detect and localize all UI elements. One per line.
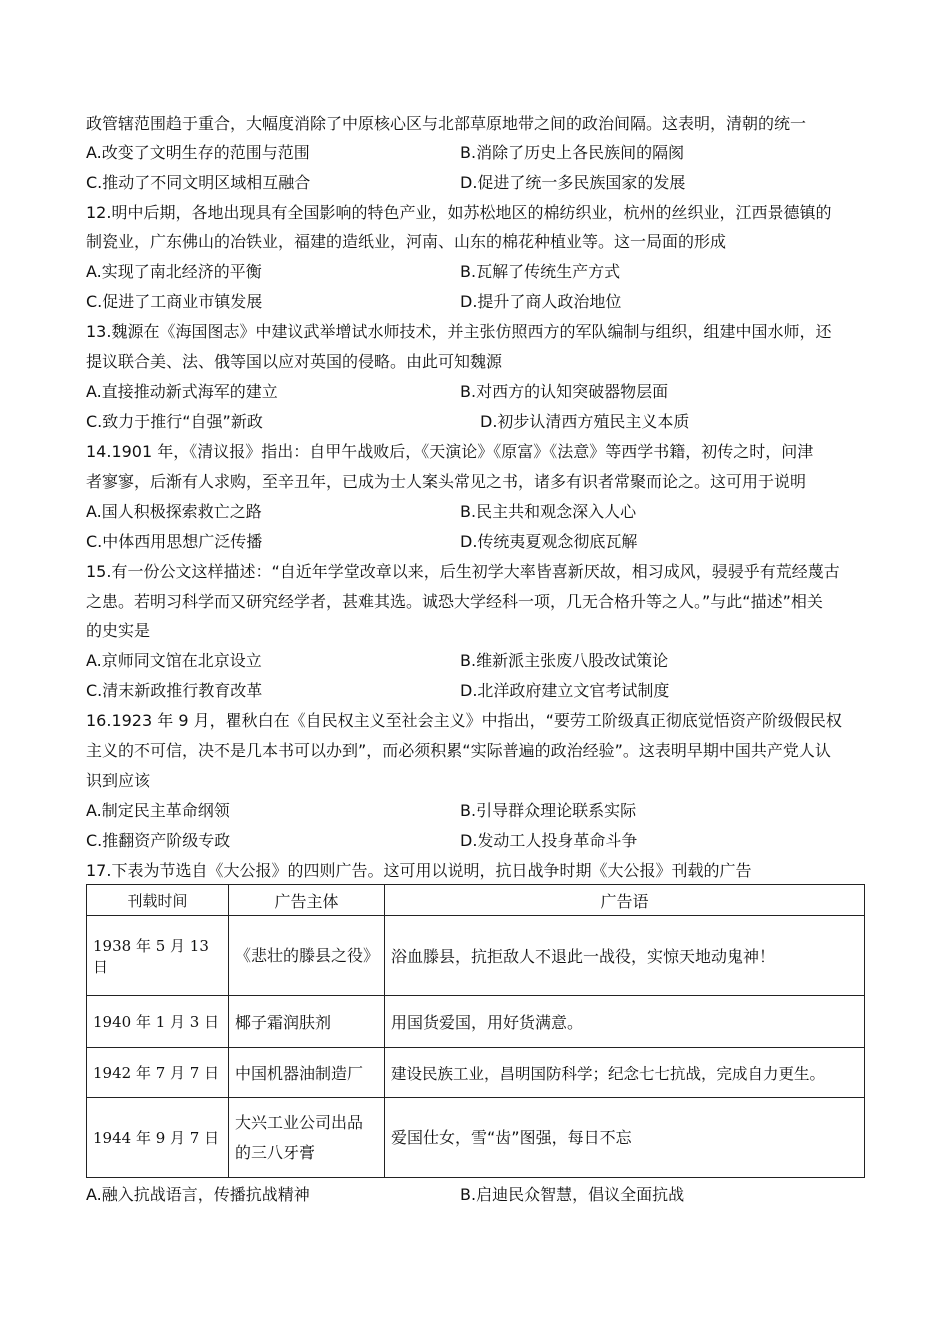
q14-option-c[interactable]: C.中体西用思想广泛传播	[86, 532, 263, 551]
q13-option-a[interactable]: A.直接推动新式海军的建立	[86, 382, 278, 401]
table-row	[87, 996, 865, 1048]
row-date: 1940 年 1 月 3 日	[87, 996, 229, 1048]
q11-option-d[interactable]: D.促进了统一多民族国家的发展	[460, 173, 686, 192]
q13-option-d[interactable]: D.初步认清西方殖民主义本质	[480, 412, 690, 431]
header-slogan: 广告语	[385, 885, 865, 916]
q15-stem-line3: 的史实是	[86, 621, 151, 640]
q13-option-c[interactable]: C.致力于推行“自强”新政	[86, 412, 263, 431]
q13-stem-line2: 提议联合美、法、俄等国以应对英国的侵略。由此可知魏源	[86, 352, 503, 371]
row-date: 1938 年 5 月 13 日	[87, 916, 229, 996]
q15-option-a[interactable]: A.京师同文馆在北京设立	[86, 651, 262, 670]
table-row	[87, 916, 865, 996]
q11-option-a[interactable]: A.改变了文明生存的范围与范围	[86, 143, 310, 162]
q16-stem-line1: 16.1923 年 9 月，瞿秋白在《自民权主义至社会主义》中指出，“要劳工阶级真正彻底觉悟资产阶级假民权	[86, 711, 842, 730]
header-subject: 广告主体	[229, 885, 385, 916]
q16-option-a[interactable]: A.制定民主革命纲领	[86, 801, 230, 820]
q14-option-a[interactable]: A.国人积极探索救亡之路	[86, 502, 262, 521]
row-slogan-text: 爱国仕女，雪“齿”图强，每日不忘	[391, 1127, 632, 1147]
q13-stem-line1: 13.魏源在《海国图志》中建议武举增试水师技术，并主张仿照西方的军队编制与组织，组建中国水师，还	[86, 322, 832, 341]
q13-option-b[interactable]: B.对西方的认知突破器物层面	[460, 382, 669, 401]
q12-option-d[interactable]: D.提升了商人政治地位	[460, 292, 622, 311]
q15-option-d[interactable]: D.北洋政府建立文官考试制度	[460, 681, 670, 700]
row-date: 1944 年 9 月 7 日	[87, 1098, 229, 1178]
row-slogan: 建设民族工业，昌明国防科学；纪念七七抗战，完成自力更生。	[385, 1048, 865, 1098]
q12-stem-line2: 制瓷业，广东佛山的冶铁业，福建的造纸业，河南、山东的棉花种植业等。这一局面的形成	[86, 232, 727, 251]
q12-stem-line1: 12.明中后期，各地出现具有全国影响的特色产业，如苏松地区的棉纺织业，杭州的丝织业，江西景德镇的	[86, 203, 832, 222]
q16-option-b[interactable]: B.引导群众理论联系实际	[460, 801, 637, 820]
row-subject: 椰子霜润肤剂	[229, 996, 385, 1048]
table-header-row	[87, 885, 865, 916]
q11-option-c[interactable]: C.推动了不同文明区域相互融合	[86, 173, 311, 192]
q16-option-d[interactable]: D.发动工人投身革命斗争	[460, 831, 638, 850]
q11-stem: 政管辖范围趋于重合，大幅度消除了中原核心区与北部草原地带之间的政治间隔。这表明，清朝的统一	[86, 114, 807, 133]
q15-option-c[interactable]: C.清末新政推行教育改革	[86, 681, 263, 700]
q14-stem-line2: 者寥寥，后渐有人求购，至辛丑年，已成为士人案头常见之书，诸多有识者常聚而论之。这可用于说明	[86, 472, 807, 491]
q17-option-a[interactable]: A.融入抗战语言，传播抗战精神	[86, 1185, 310, 1204]
row-date: 1942 年 7 月 7 日	[87, 1048, 229, 1098]
q16-stem-line3: 识到应该	[86, 771, 151, 790]
row-subject: 中国机器油制造厂	[229, 1048, 385, 1098]
q12-option-c[interactable]: C.促进了工商业市镇发展	[86, 292, 263, 311]
q17-option-b[interactable]: B.启迪民众智慧，倡议全面抗战	[460, 1185, 685, 1204]
q17-stem: 17.下表为节选自《大公报》的四则广告。这可用以说明，抗日战争时期《大公报》刊载的广告	[86, 861, 752, 880]
row-subject: 《悲壮的滕县之役》	[229, 916, 385, 996]
q16-option-c[interactable]: C.推翻资产阶级专政	[86, 831, 231, 850]
q11-option-b[interactable]: B.消除了历史上各民族间的隔阂	[460, 143, 685, 162]
q15-stem-line1: 15.有一份公文这样描述：“自近年学堂改章以来，后生初学大率皆喜新厌故，相习成风，骎骎乎有荒经蔑古	[86, 562, 840, 581]
row-slogan: 用国货爱国，用好货满意。	[385, 996, 865, 1048]
q12-option-b[interactable]: B.瓦解了传统生产方式	[460, 262, 621, 281]
q15-stem-line2: 之患。若明习科学而又研究经学者，甚难其选。诚恐大学经科一项，几无合格升等之人。”与此“描述”相关	[86, 592, 823, 611]
header-date: 刊载时间	[87, 885, 229, 916]
ad-table	[86, 884, 865, 1178]
q16-stem-line2: 主义的不可信，决不是几本书可以办到”，而必须积累“实际普遍的政治经验”。这表明早期中国共产党人认	[86, 741, 831, 760]
q12-option-a[interactable]: A.实现了南北经济的平衡	[86, 262, 262, 281]
row-slogan: 浴血滕县，抗拒敌人不退此一战役，实惊天地动鬼神！	[385, 916, 865, 996]
q14-option-d[interactable]: D.传统夷夏观念彻底瓦解	[460, 532, 638, 551]
q14-stem-line1: 14.1901 年，《清议报》指出：自甲午战败后，《天演论》《原富》《法意》等西学书籍，初传之时，问津	[86, 442, 814, 461]
row-slogan	[385, 1098, 865, 1178]
table-row	[87, 1048, 865, 1098]
row-subject: 大兴工业公司出品的三八牙膏	[229, 1098, 385, 1178]
q14-option-b[interactable]: B.民主共和观念深入人心	[460, 502, 637, 521]
table-row	[87, 1098, 865, 1178]
q15-option-b[interactable]: B.维新派主张废八股改试策论	[460, 651, 669, 670]
